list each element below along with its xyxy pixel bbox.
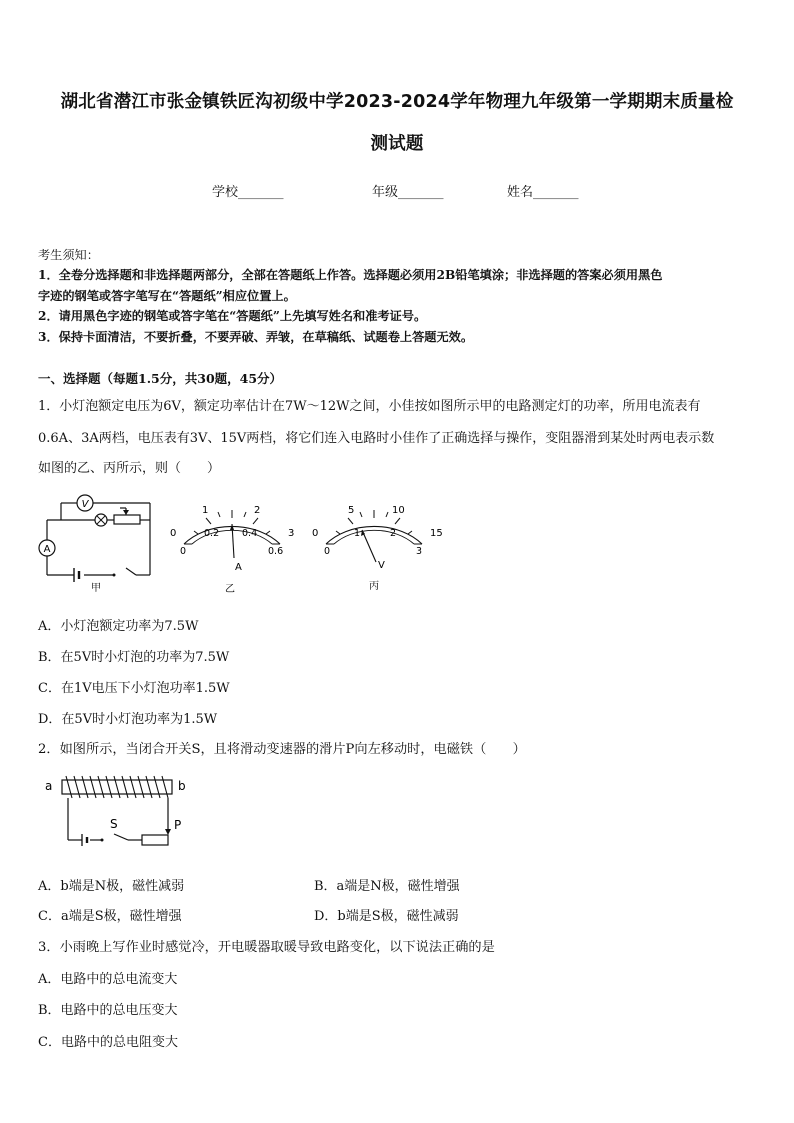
svg-text:15: 15 [430,528,443,539]
q2-option-c: C．a端是S极，磁性增强 [38,909,182,924]
q1-stem-line3: 如图的乙、丙所示，则（ ） [38,461,221,476]
svg-text:0: 0 [324,546,331,557]
q1-stem-line2: 0.6A、3A两档，电压表有3V、15V两档，将它们连入电路时小佳作了正确选择与操作，变阻器滑到某处时两电表示数 [38,431,715,446]
q3-option-b: B．电路中的总电压变大 [38,1003,178,1018]
svg-text:b: b [178,779,186,793]
svg-text:5: 5 [348,505,355,516]
q2-electromagnet-diagram [42,772,192,854]
svg-text:0: 0 [180,546,187,557]
q3-option-a: A．电路中的总电流变大 [38,972,178,987]
svg-text:10: 10 [392,505,405,516]
notes-item: 字迹的钢笔或答字笔写在“答题纸”相应位置上。 [38,289,296,303]
voltmeter-dial [304,496,454,596]
voltmeter-caption: 丙 [369,581,379,592]
grade-field: 年级_______ [372,185,444,200]
svg-text:0.4: 0.4 [242,528,258,539]
q2-stem: 2．如图所示，当闭合开关S，且将滑动变速器的滑片P向左移动时，电磁铁（ ） [38,742,526,757]
q2-option-b: B．a端是N极，磁性增强 [314,879,460,894]
notes-heading: 考生须知： [38,248,99,262]
svg-text:V: V [81,499,89,510]
svg-text:1: 1 [202,505,209,516]
page-title-line2: 测试题 [370,134,424,154]
circuit-caption: 甲 [91,583,101,594]
svg-text:0: 0 [170,528,177,539]
q3-stem: 3．小雨晚上写作业时感觉冷，开电暖器取暖导致电路变化，以下说法正确的是 [38,940,495,955]
notes-item: 2．请用黑色字迹的钢笔或答字笔在“答题纸”上先填写姓名和准考证号。 [38,309,427,323]
svg-text:S: S [110,817,118,831]
q1-stem-line1: 1．小灯泡额定电压为6V，额定功率估计在7W～12W之间，小佳按如图所示甲的电路测定灯的功率，所用电流表有 [38,399,701,414]
voltmeter-pointer [362,530,376,562]
ammeter-caption: 乙 [225,584,235,595]
svg-text:2: 2 [254,505,261,516]
svg-text:0: 0 [312,528,319,539]
svg-text:2: 2 [390,528,397,539]
name-field: 姓名_______ [507,185,579,200]
q1-option-c: C．在1V电压下小灯泡功率1.5W [38,681,230,696]
svg-text:a: a [45,779,53,793]
q1-circuit-diagram [36,490,166,594]
q1-option-a: A．小灯泡额定功率为7.5W [38,619,199,634]
notes-item: 1．全卷分选择题和非选择题两部分，全部在答题纸上作答。选择题必须用2B铅笔填涂；非选择题的答案必须用黑色 [38,268,663,282]
ammeter-dial [162,496,302,596]
svg-text:0.2: 0.2 [204,528,220,539]
school-field: 学校_______ [212,185,284,200]
q2-option-d: D．b端是S极，磁性减弱 [314,909,459,924]
q1-option-d: D．在5V时小灯泡功率为1.5W [38,712,218,727]
svg-text:A: A [235,562,242,573]
notes-item: 3．保持卡面清洁，不要折叠，不要弄破、弄皱，在草稿纸、试题卷上答题无效。 [38,330,474,344]
svg-text:3: 3 [288,528,295,539]
svg-text:P: P [174,818,182,832]
q1-option-b: B．在5V时小灯泡的功率为7.5W [38,650,230,665]
q3-option-c: C．电路中的总电阻变大 [38,1035,178,1050]
q2-option-a: A．b端是N极，磁性减弱 [38,879,185,894]
page-title-line1: 湖北省潜江市张金镇铁匠沟初级中学2023-2024学年物理九年级第一学期期末质量检 [60,92,734,112]
svg-text:0.6: 0.6 [268,546,284,557]
svg-text:V: V [378,560,385,571]
svg-text:1: 1 [354,528,361,539]
section-heading: 一、选择题（每题1.5分，共30题，45分） [38,371,283,386]
svg-text:3: 3 [416,546,423,557]
svg-text:A: A [43,544,51,555]
